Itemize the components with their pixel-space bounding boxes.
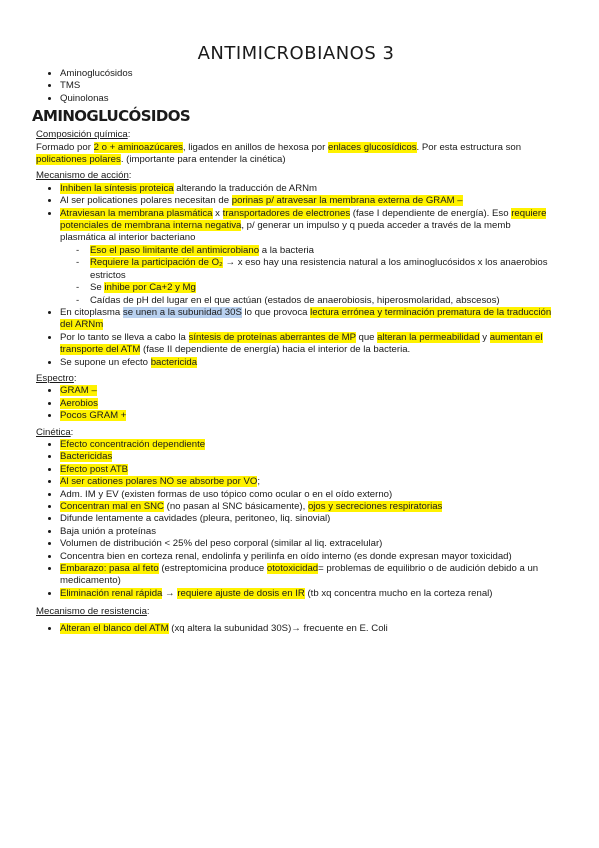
- list-item: • Baja unión a proteínas: [60, 526, 556, 538]
- list-item: • Al ser policationes polares necesitan de porinas p/ atravesar la membrana externa de GRAM –: [60, 195, 556, 207]
- list-item: - Se inhibe por Ca+2 y Mg: [90, 282, 556, 294]
- list-item: • TMS: [60, 80, 556, 92]
- espectro-heading: Espectro:: [36, 372, 77, 384]
- resistencia-heading: Mecanismo de resistencia:: [36, 606, 150, 618]
- list-item: - Caídas de pH del lugar en el que actúan (estados de anaerobiosis, hiperosmolaridad, abscesos): [90, 295, 556, 307]
- cinetica-list: [36, 439, 556, 600]
- list-item: • En citoplasma se unen a la subunidad 30S lo que provoca lectura errónea y terminación prematura de la traducción del ARNm: [60, 307, 556, 332]
- list-item: • Embarazo: pasa al feto (estreptomicina produce ototoxicidad= problemas de equilibrio o de audición debido a un medicamento): [60, 563, 556, 588]
- list-item: • GRAM –: [60, 385, 556, 397]
- page-title: ANTIMICROBIANOS 3: [197, 43, 395, 64]
- list-item: • Al ser cationes polares NO se absorbe por VO;: [60, 476, 556, 488]
- composicion-paragraph: Formado por 2 o + aminoazúcares, ligados en anillos de hexosa por enlaces glucosídicos. Por esta estructura son policationes polares. (importante para entender la cinética): [36, 141, 522, 166]
- list-item: • Efecto concentración dependiente: [60, 439, 556, 451]
- mecanismo-heading: Mecanismo de acción:: [36, 170, 132, 182]
- list-item: • Eliminación renal rápida → requiere ajuste de dosis en IR (tb xq concentra mucho en la corteza renal): [60, 588, 556, 600]
- section-heading: AMINOGLUCÓSIDOS: [32, 107, 191, 126]
- list-item: • Aerobios: [60, 398, 556, 410]
- list-item: • Efecto post ATB: [60, 464, 556, 476]
- topic-list: [36, 68, 556, 105]
- composicion-heading: Composición química:: [36, 129, 131, 141]
- cinetica-heading: Cinética:: [36, 426, 74, 438]
- list-item: • Adm. IM y EV (existen formas de uso tópico como ocular o en el oído externo): [60, 489, 556, 501]
- list-item: • Pocos GRAM +: [60, 410, 556, 422]
- mecanismo-list: [36, 183, 556, 369]
- sub-list: [60, 245, 556, 307]
- list-item: • Aminoglucósidos: [60, 68, 556, 80]
- document-page: [32, 42, 556, 635]
- list-item: • Inhiben la síntesis proteica alterando la traducción de ARNm: [60, 183, 556, 195]
- list-item: • Quinolonas: [60, 93, 556, 105]
- list-item: • Concentra bien en corteza renal, endolinfa y perilinfa en oído interno (es donde expresan mayor toxicidad): [60, 551, 556, 563]
- resistencia-list: [36, 623, 556, 635]
- list-item: • Atraviesan la membrana plasmática x transportadores de electrones (fase I dependiente de energía). Eso requiere potenciales de membrana interna negativa, p/ generar un impulso y q pueda acceder a través de la memb plasmática al interior bacteriano - Eso el paso limitante del antimicrobiano a la bacteria - Requiere la participación de O₂ → x eso hay una resistencia natural a los aminoglucósidos x los anaerobios estrictos - Se inhibe por Ca+2 y Mg - Caídas de pH del lugar en el que actúan (estados de anaerobiosis, hiperosmolaridad, abscesos): [60, 208, 556, 307]
- list-item: - Requiere la participación de O₂ → x eso hay una resistencia natural a los aminoglucósidos x los anaerobios estrictos: [90, 257, 556, 282]
- list-item: • Por lo tanto se lleva a cabo la síntesis de proteínas aberrantes de MP que alteran la permeabilidad y aumentan el transporte del ATM (fase II dependiente de energía) hacia el interior de la bacteria.: [60, 332, 556, 357]
- list-item: • Difunde lentamente a cavidades (pleura, peritoneo, liq. sinovial): [60, 513, 556, 525]
- list-item: • Volumen de distribución < 25% del peso corporal (similar al liq. extracelular): [60, 538, 556, 550]
- espectro-list: [36, 385, 556, 422]
- list-item: • Alteran el blanco del ATM (xq altera la subunidad 30S)→ frecuente en E. Coli: [60, 623, 556, 635]
- list-item: • Bactericidas: [60, 451, 556, 463]
- list-item: - Eso el paso limitante del antimicrobiano a la bacteria: [90, 245, 556, 257]
- list-item: • Concentran mal en SNC (no pasan al SNC básicamente), ojos y secreciones respiratorias: [60, 501, 556, 513]
- list-item: • Se supone un efecto bactericida: [60, 357, 556, 369]
